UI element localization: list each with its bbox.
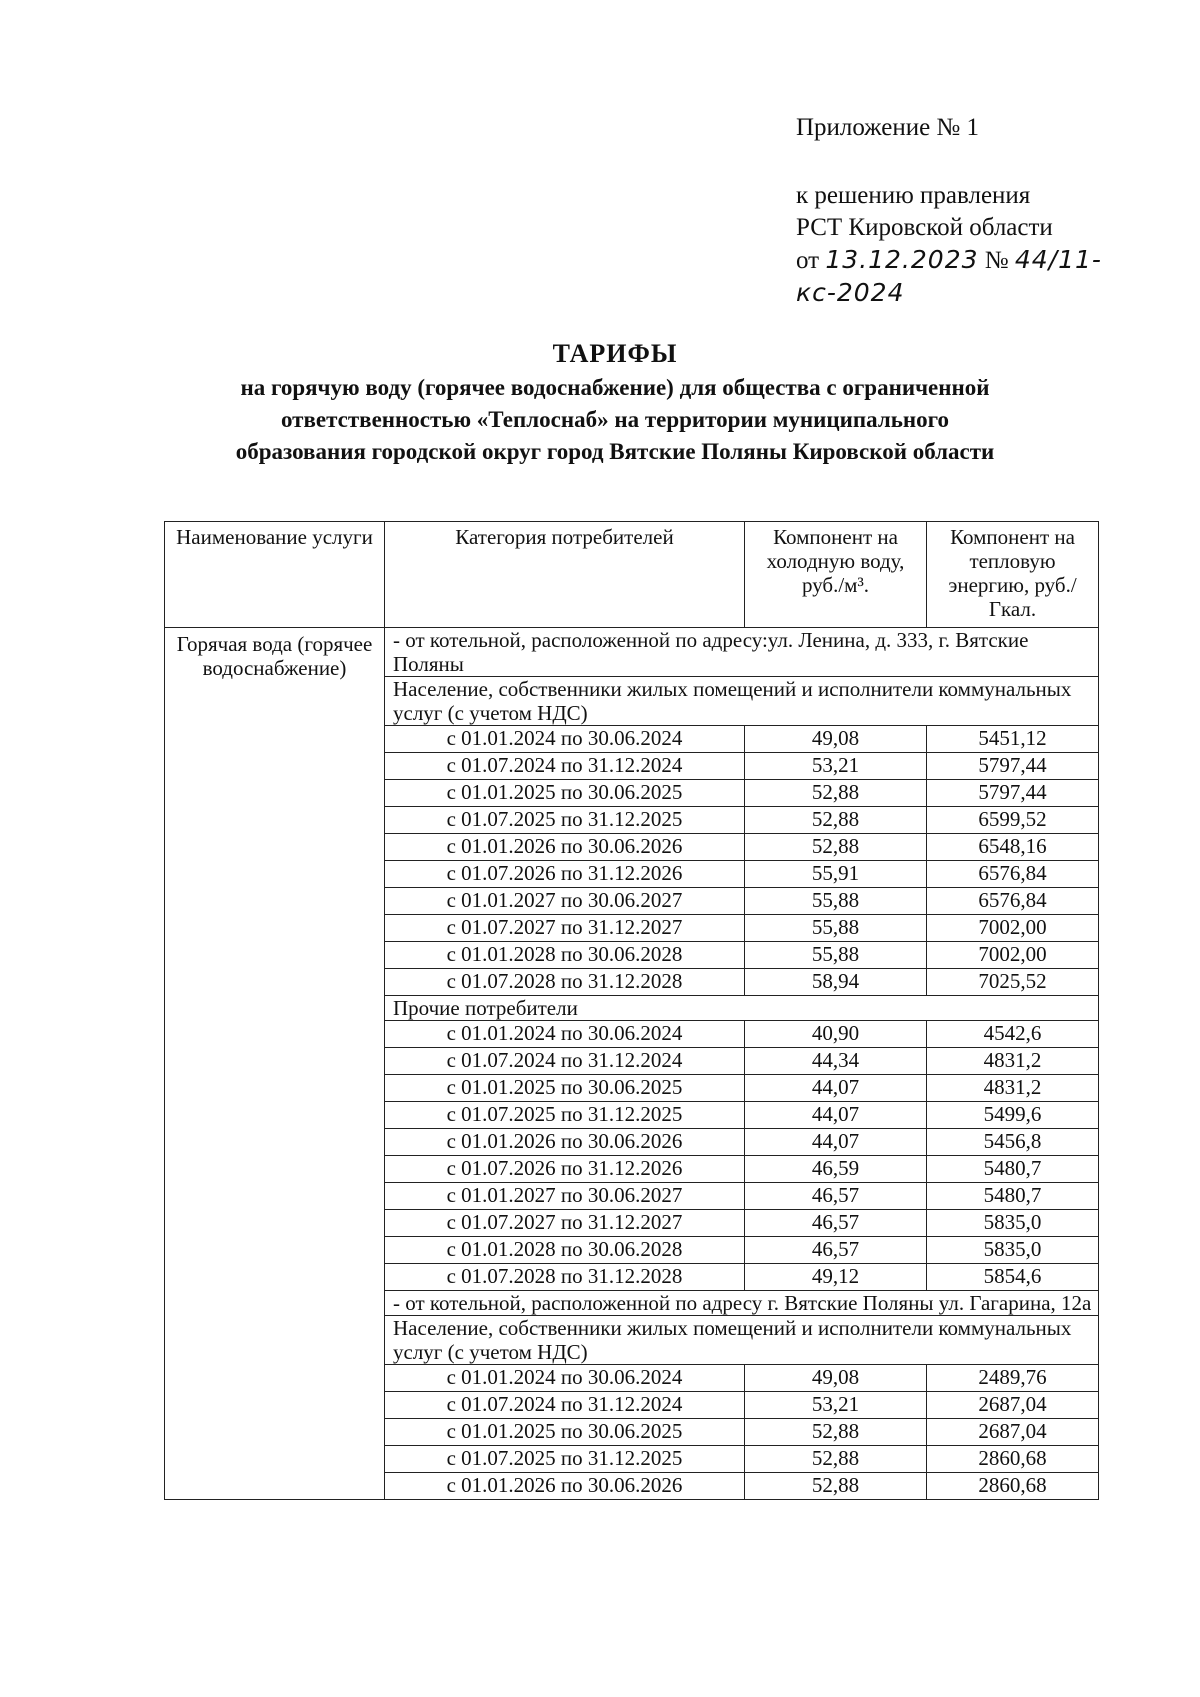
source-label: - от котельной, расположенной по адресу г. Вятские Поляны ул. Гагарина, 12а <box>385 1291 1099 1316</box>
cold-water-cell: 44,07 <box>745 1075 927 1102</box>
period-cell: с 01.07.2027 по 31.12.2027 <box>385 1210 745 1237</box>
period-cell: с 01.07.2026 по 31.12.2026 <box>385 861 745 888</box>
header-category: Категория потребителей <box>385 522 745 628</box>
period-cell: с 01.07.2025 по 31.12.2025 <box>385 1446 745 1473</box>
cold-water-cell: 46,57 <box>745 1237 927 1264</box>
handwritten-date: 13.12.2023 <box>825 245 979 274</box>
handwritten-number: 44/11-кс-2024 <box>796 245 1102 307</box>
title-line-3: образования городской округ город Вятские Поляны Кировской области <box>235 439 995 464</box>
source-row <box>165 628 1099 677</box>
heat-cell: 5456,8 <box>927 1129 1099 1156</box>
heat-cell: 4831,2 <box>927 1075 1099 1102</box>
title-main: ТАРИФЫ <box>552 339 678 368</box>
annex-line-decision: к решению правления <box>796 182 1031 209</box>
category-label: Население, собственники жилых помещений и исполнители коммунальных услуг (с учетом НДС) <box>385 1316 1099 1365</box>
heat-cell: 5835,0 <box>927 1237 1099 1264</box>
heat-cell: 6548,16 <box>927 834 1099 861</box>
cold-water-cell: 52,88 <box>745 1446 927 1473</box>
heat-cell: 2860,68 <box>927 1473 1099 1500</box>
period-cell: с 01.07.2025 по 31.12.2025 <box>385 807 745 834</box>
cold-water-cell: 52,88 <box>745 780 927 807</box>
cold-water-cell: 52,88 <box>745 807 927 834</box>
annex-number: Приложение № 1 <box>796 114 980 141</box>
annex-line-date <box>796 244 1200 310</box>
heat-cell: 5854,6 <box>927 1264 1099 1291</box>
period-cell: с 01.01.2024 по 30.06.2024 <box>385 726 745 753</box>
heat-cell: 6576,84 <box>927 861 1099 888</box>
cold-water-cell: 44,07 <box>745 1129 927 1156</box>
heat-cell: 6576,84 <box>927 888 1099 915</box>
heat-cell: 5797,44 <box>927 753 1099 780</box>
cold-water-cell: 40,90 <box>745 1021 927 1048</box>
period-cell: с 01.01.2026 по 30.06.2026 <box>385 1129 745 1156</box>
cold-water-cell: 52,88 <box>745 834 927 861</box>
heat-cell: 2687,04 <box>927 1419 1099 1446</box>
source-label: - от котельной, расположенной по адресу:ул. Ленина, д. 333, г. Вятские Поляны <box>385 628 1099 677</box>
period-cell: с 01.01.2025 по 30.06.2025 <box>385 780 745 807</box>
cold-water-cell: 49,08 <box>745 726 927 753</box>
heat-cell: 7002,00 <box>927 915 1099 942</box>
period-cell: с 01.01.2025 по 30.06.2025 <box>385 1419 745 1446</box>
heat-cell: 5480,7 <box>927 1156 1099 1183</box>
period-cell: с 01.07.2024 по 31.12.2024 <box>385 1392 745 1419</box>
annex-line-authority: РСТ Кировской области <box>796 214 1053 241</box>
period-cell: с 01.01.2028 по 30.06.2028 <box>385 1237 745 1264</box>
period-cell: с 01.01.2025 по 30.06.2025 <box>385 1075 745 1102</box>
heat-cell: 5835,0 <box>927 1210 1099 1237</box>
heat-cell: 2860,68 <box>927 1446 1099 1473</box>
period-cell: с 01.01.2024 по 30.06.2024 <box>385 1365 745 1392</box>
heat-cell: 2489,76 <box>927 1365 1099 1392</box>
cold-water-cell: 52,88 <box>745 1473 927 1500</box>
cold-water-cell: 49,08 <box>745 1365 927 1392</box>
period-cell: с 01.01.2028 по 30.06.2028 <box>385 942 745 969</box>
cold-water-cell: 55,88 <box>745 942 927 969</box>
cold-water-cell: 53,21 <box>745 1392 927 1419</box>
heat-cell: 2687,04 <box>927 1392 1099 1419</box>
cold-water-cell: 44,07 <box>745 1102 927 1129</box>
cold-water-cell: 52,88 <box>745 1419 927 1446</box>
period-cell: с 01.07.2028 по 31.12.2028 <box>385 969 745 996</box>
heat-cell: 4542,6 <box>927 1021 1099 1048</box>
document-title <box>150 336 1080 468</box>
cold-water-cell: 46,59 <box>745 1156 927 1183</box>
header-cold-water: Компонент на холодную воду, руб./м³. <box>745 522 927 628</box>
cold-water-cell: 55,88 <box>745 888 927 915</box>
cold-water-cell: 55,91 <box>745 861 927 888</box>
title-line-1: на горячую воду (горячее водоснабжение) для общества с ограниченной <box>240 375 990 400</box>
cold-water-cell: 53,21 <box>745 753 927 780</box>
cold-water-cell: 44,34 <box>745 1048 927 1075</box>
header-heat: Компонент на тепловую энергию, руб./Гкал. <box>927 522 1099 628</box>
cold-water-cell: 46,57 <box>745 1210 927 1237</box>
period-cell: с 01.07.2027 по 31.12.2027 <box>385 915 745 942</box>
cold-water-cell: 46,57 <box>745 1183 927 1210</box>
heat-cell: 5451,12 <box>927 726 1099 753</box>
period-cell: с 01.07.2026 по 31.12.2026 <box>385 1156 745 1183</box>
heat-cell: 5499,6 <box>927 1102 1099 1129</box>
service-name: Горячая вода (горячее водоснабжение) <box>165 628 385 1500</box>
heat-cell: 5480,7 <box>927 1183 1099 1210</box>
cold-water-cell: 49,12 <box>745 1264 927 1291</box>
cold-water-cell: 55,88 <box>745 915 927 942</box>
heat-cell: 4831,2 <box>927 1048 1099 1075</box>
category-label: Прочие потребители <box>385 996 1099 1021</box>
header-service: Наименование услуги <box>165 522 385 628</box>
period-cell: с 01.01.2026 по 30.06.2026 <box>385 834 745 861</box>
heat-cell: 7025,52 <box>927 969 1099 996</box>
period-cell: с 01.01.2024 по 30.06.2024 <box>385 1021 745 1048</box>
title-line-2: ответственностью «Теплоснаб» на территории муниципального <box>280 407 950 432</box>
period-cell: с 01.07.2028 по 31.12.2028 <box>385 1264 745 1291</box>
table-header-row <box>165 522 1099 628</box>
tariff-table <box>164 521 1099 1500</box>
heat-cell: 5797,44 <box>927 780 1099 807</box>
annex-reference <box>796 180 1200 310</box>
period-cell: с 01.07.2025 по 31.12.2025 <box>385 1102 745 1129</box>
period-cell: с 01.07.2024 по 31.12.2024 <box>385 1048 745 1075</box>
date-prefix: от <box>796 247 820 274</box>
period-cell: с 01.01.2026 по 30.06.2026 <box>385 1473 745 1500</box>
heat-cell: 7002,00 <box>927 942 1099 969</box>
period-cell: с 01.01.2027 по 30.06.2027 <box>385 1183 745 1210</box>
cold-water-cell: 58,94 <box>745 969 927 996</box>
period-cell: с 01.07.2024 по 31.12.2024 <box>385 753 745 780</box>
heat-cell: 6599,52 <box>927 807 1099 834</box>
category-label: Население, собственники жилых помещений и исполнители коммунальных услуг (с учетом НДС) <box>385 677 1099 726</box>
number-prefix: № <box>984 247 1009 274</box>
period-cell: с 01.01.2027 по 30.06.2027 <box>385 888 745 915</box>
